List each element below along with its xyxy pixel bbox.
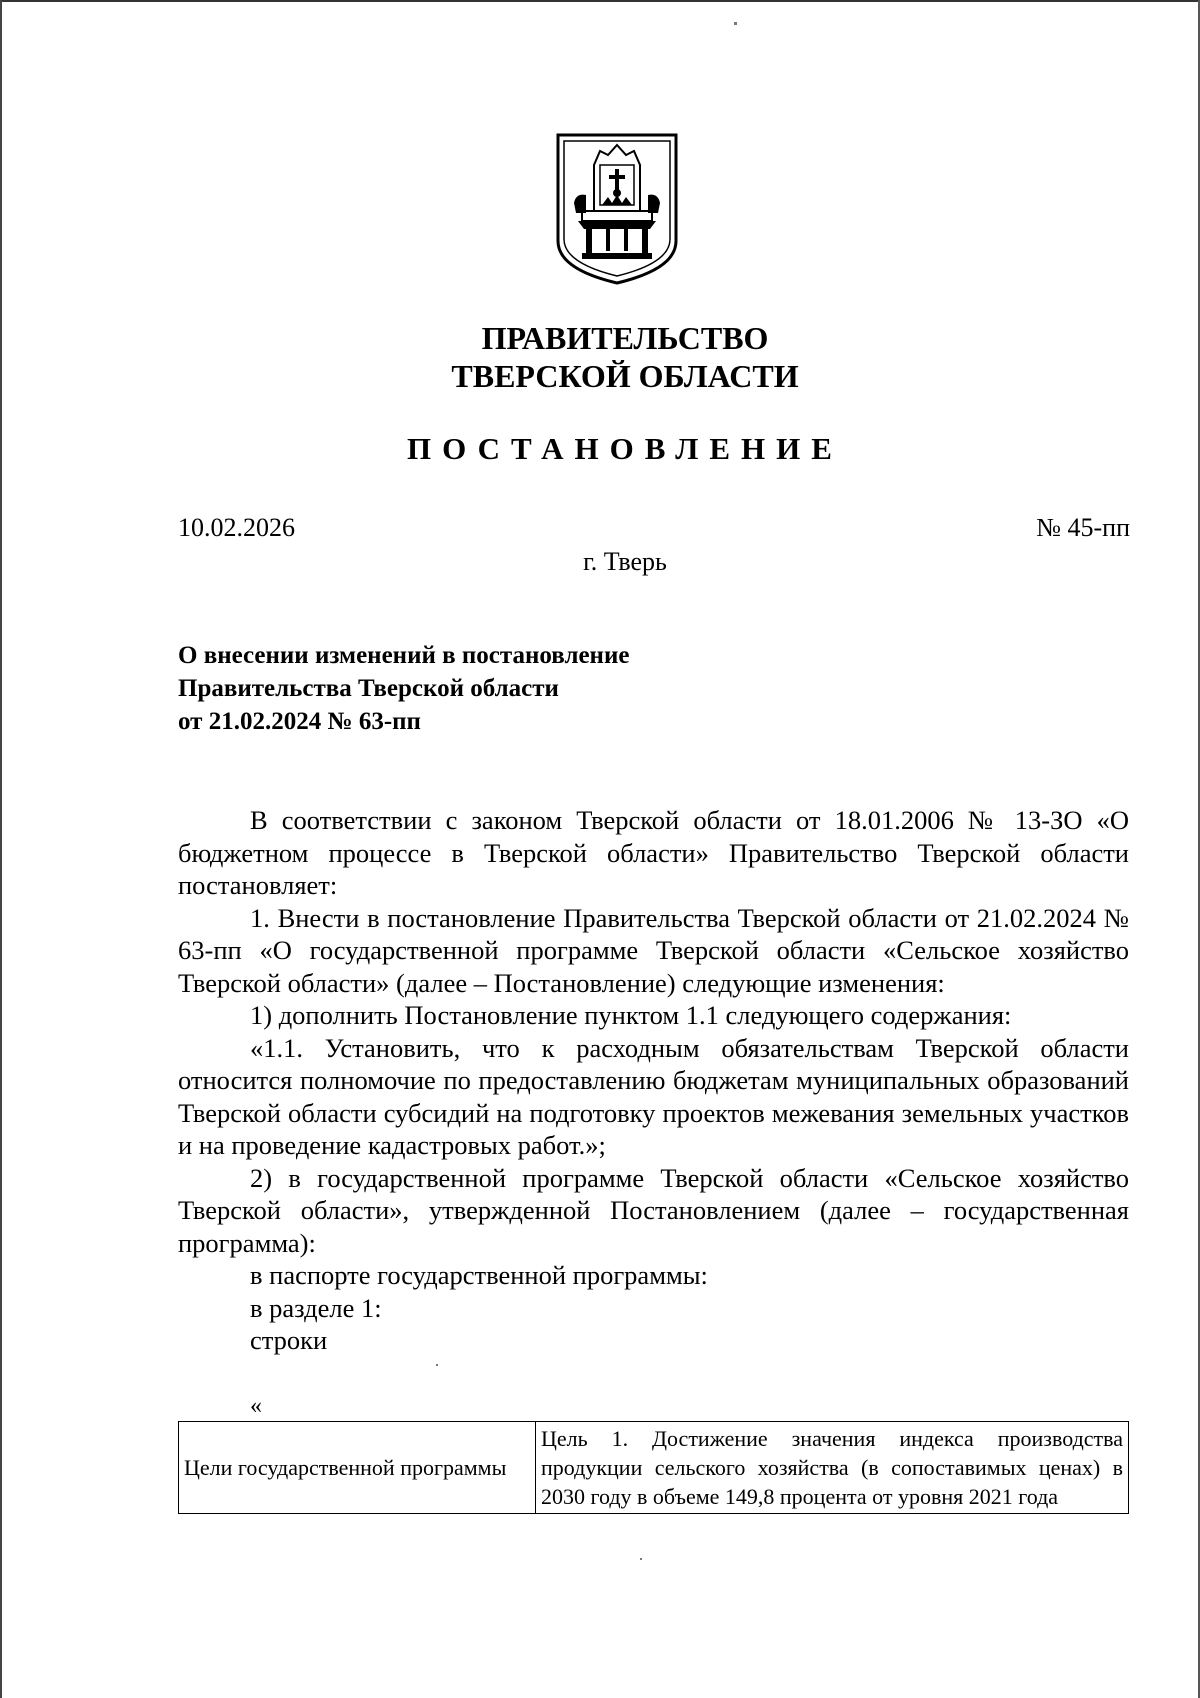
decree-city: г. Тверь	[583, 547, 667, 576]
body-paragraph-rows: строки	[250, 1325, 328, 1355]
decree-type-heading: ПОСТАНОВЛЕНИЕ	[407, 431, 843, 466]
decree-date: 10.02.2026	[178, 513, 295, 542]
decree-number: № 45-пп	[1036, 513, 1130, 542]
body-paragraph-subitem1: 1) дополнить Постановление пунктом 1.1 следующего содержания:	[250, 1000, 1012, 1030]
table-row	[179, 1422, 1129, 1514]
body-paragraph-preamble: В соответствии с законом Тверской области от 18.01.2006 № 13-ЗО «О бюджетном процессе в Тверской области» Правительство Тверской области постановляет:	[178, 805, 1129, 900]
body-paragraph-item1: 1. Внести в постановление Правительства Тверской области от 21.02.2024 № 63-пп «О государственной программе Тверской области «Сельское хозяйство Тверской области» (далее – Постановление) следующие изменения:	[178, 902, 1129, 998]
scan-edge-left	[0, 0, 2, 1698]
body-paragraph-subitem2: 2) в государственной программе Тверской области «Сельское хозяйство Тверской области», утвержденной Постановлением (далее – государственная программа):	[178, 1162, 1129, 1258]
quote-open-mark: «	[250, 1393, 262, 1419]
body-paragraph-section1: в разделе 1:	[250, 1292, 382, 1323]
scan-speck	[734, 22, 737, 25]
scan-edge-top	[0, 0, 1200, 2]
body-paragraph-quote-1-1: «1.1. Установить, что к расходным обязательствам Тверской области относится полномочие по предоставлению бюджетам муниципальных образований Тверской области субсидий на подготовку проектов межевания земельных участков и на проведение кадастровых работ.»;	[178, 1032, 1129, 1160]
subject-line3: от 21.02.2024 № 63-пп	[178, 708, 421, 735]
government-title-line2: ТВЕРСКОЙ ОБЛАСТИ	[451, 358, 799, 394]
decree-subject	[178, 639, 629, 738]
scan-speck	[436, 1364, 438, 1366]
scan-speck	[640, 1558, 642, 1560]
coat-of-arms-emblem	[556, 133, 678, 285]
goals-table	[178, 1421, 1129, 1514]
subject-line1: О внесении изменений в постановление	[178, 642, 630, 669]
subject-line2: Правительства Тверской области	[178, 675, 559, 702]
body-paragraph-passport: в паспорте государственной программы:	[250, 1260, 708, 1290]
decree-body	[178, 804, 1129, 1357]
table-cell-value: Цель 1. Достижение значения индекса производства продукции сельского хозяйства (в сопоставимых ценах) в 2030 году в объеме 149,8 процента от уровня 2021 года	[536, 1422, 1129, 1514]
government-title-line1: ПРАВИТЕЛЬСТВО	[481, 320, 769, 356]
table-cell-label: Цели государственной программы	[179, 1422, 536, 1514]
